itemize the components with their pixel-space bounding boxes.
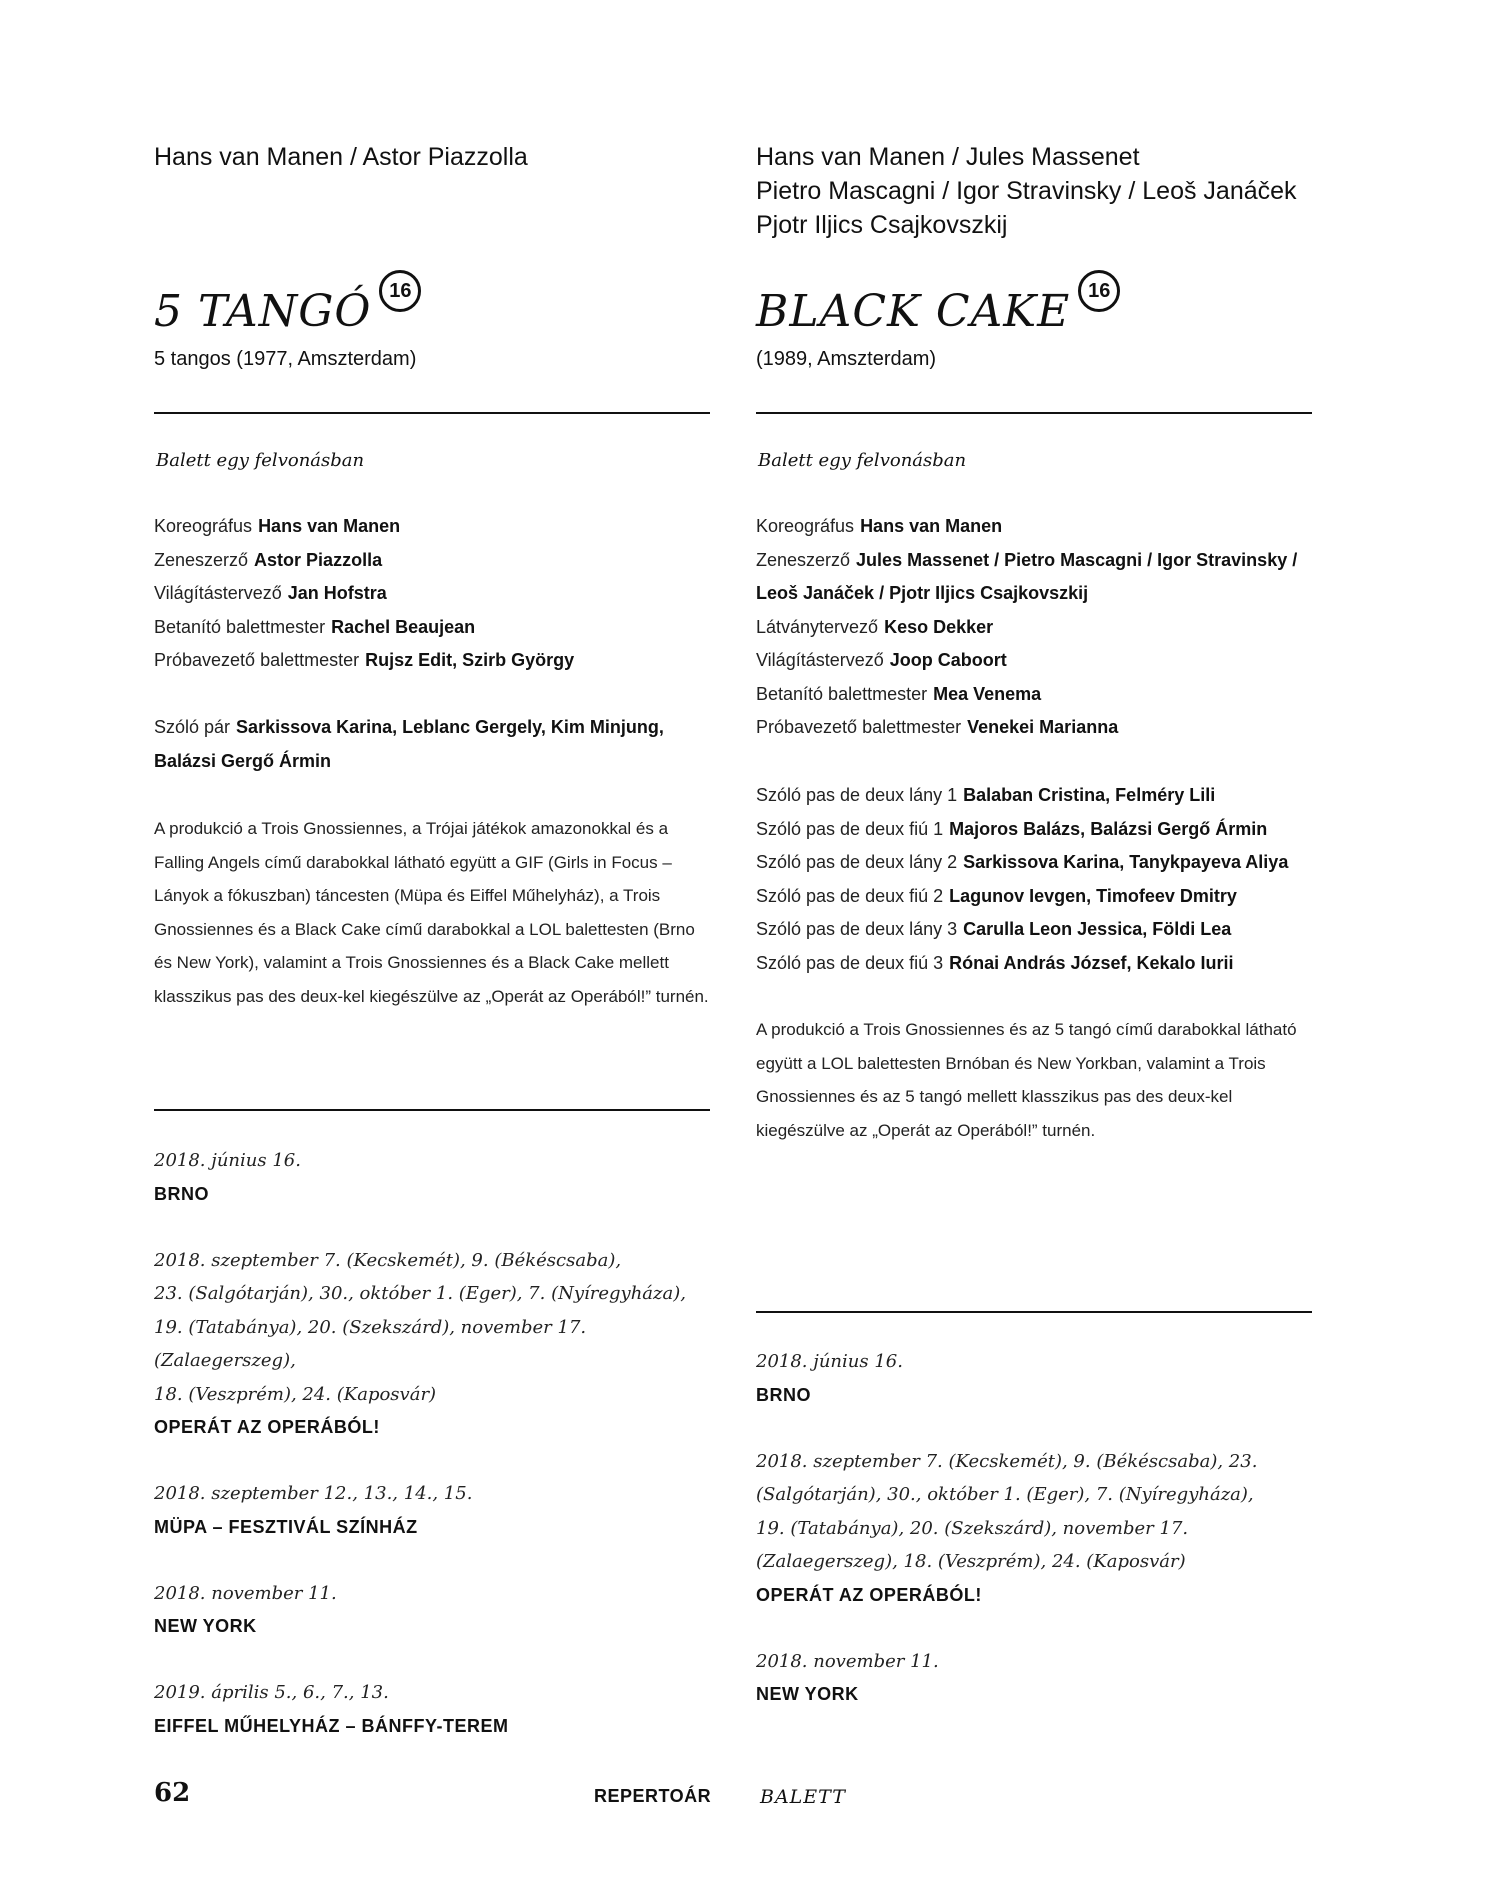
credit-value: Rujsz Edit, Szirb György — [365, 650, 575, 670]
subsection-label: BALETT — [760, 1786, 846, 1808]
credit-label: Zeneszerző — [756, 549, 851, 570]
performance-date: 2018. november 11. — [756, 1650, 939, 1672]
production-title: BLACK CAKE — [756, 286, 1071, 337]
performance-entry — [756, 1445, 1312, 1612]
credit-row — [756, 510, 1297, 544]
section-label: REPERTOÁR — [594, 1786, 712, 1806]
credit-label: Világítástervező — [756, 650, 884, 670]
credit-label: Koreográfus — [756, 516, 855, 536]
credit-row — [154, 711, 664, 745]
performance-entry — [154, 1676, 710, 1743]
credit-value: Venekei Marianna — [967, 717, 1119, 737]
credit-label: Szóló pas de deux fiú 1 — [756, 818, 944, 839]
credit-label: Világítástervező — [154, 583, 282, 603]
divider — [756, 1311, 1312, 1313]
performance-date: 2018. november 11. — [154, 1582, 337, 1604]
credit-value: Majoros Balázs, Balázsi Gergő Ármin — [949, 818, 1268, 839]
credit-row — [756, 913, 1288, 947]
left-soloists — [154, 711, 664, 778]
performance-date: (Zalaegerszeg), 18. (Veszprém), 24. (Kaposvár) — [756, 1551, 1186, 1572]
credit-value: Jules Massenet / Pietro Mascagni / Igor Stravinsky / — [856, 549, 1298, 570]
performance-list — [756, 1345, 1312, 1744]
right-title-row — [756, 279, 1120, 338]
performance-date: 19. (Tatabánya), 20. (Szekszárd), november 17. — [756, 1517, 1189, 1539]
performance-date: 23. (Salgótarján), 30., október 1. (Eger), 7. (Nyíregyháza), — [154, 1283, 687, 1304]
left-credits — [154, 510, 574, 678]
left-title-row — [154, 279, 421, 338]
right-credits — [756, 510, 1297, 745]
credit-value: Carulla Leon Jessica, Földi Lea — [963, 919, 1232, 939]
credit-label: Zeneszerző — [154, 549, 249, 570]
credit-row — [756, 846, 1288, 880]
credit-row — [154, 577, 574, 611]
right-authors — [756, 140, 1297, 242]
performance-entry — [756, 1645, 1312, 1712]
performance-entry — [154, 1244, 710, 1445]
performance-date: 2018. szeptember 7. (Kecskemét), 9. (Békéscsaba), — [154, 1249, 622, 1271]
genre-label: Balett egy felvonásban — [758, 450, 967, 471]
credit-row — [756, 544, 1297, 578]
right-soloists — [756, 779, 1288, 980]
production-note: A produkció a Trois Gnossiennes, a Trójai játékok amazonokkal és a Falling Angels című darabokkal látható együtt a GIF (Girls in Focus – Lányok a fókuszban) táncesten (Müpa és Eiffel Műhelyház), a Trois Gnossiennes és a Black Cake című darabokkal a LOL balettesten (Brno és New York), valamint a Trois Gnossiennes és a Black Cake mellett klasszikus pas des deux-kel kiegészülve az „Operát az Operából!” turnén. — [154, 819, 709, 1006]
production-subtitle: (1989, Amszterdam) — [756, 348, 937, 370]
credit-label: Szóló pas de deux lány 1 — [756, 785, 958, 805]
credit-value: Sarkissova Karina, Leblanc Gergely, Kim Minjung, — [236, 717, 664, 737]
credit-value: Keso Dekker — [884, 616, 994, 637]
performance-date: (Salgótarján), 30., október 1. (Eger), 7. (Nyíregyháza), — [756, 1484, 1254, 1505]
credit-value: Rachel Beaujean — [331, 616, 476, 637]
credit-label: Szóló pár — [154, 717, 231, 737]
performance-venue: BRNO — [154, 1183, 209, 1204]
performance-date: 2018. június 16. — [154, 1150, 301, 1171]
credit-row — [154, 644, 574, 678]
credit-value: Mea Venema — [933, 683, 1042, 704]
performance-entry — [154, 1577, 710, 1644]
credit-value: Astor Piazzolla — [254, 549, 383, 570]
performance-venue: OPERÁT AZ OPERÁBÓL! — [756, 1584, 982, 1605]
author-line: Pietro Mascagni / Igor Stravinsky / Leoš Janáček — [756, 177, 1297, 205]
credit-value: Leoš Janáček / Pjotr Iljics Csajkovszkij — [756, 583, 1089, 603]
performance-venue: EIFFEL MŰHELYHÁZ – BÁNFFY-TEREM — [154, 1715, 509, 1736]
credit-row — [154, 544, 574, 578]
production-title: 5 TANGÓ — [154, 286, 372, 337]
author-line: Pjotr Iljics Csajkovszkij — [756, 211, 1008, 239]
performance-venue: NEW YORK — [154, 1616, 257, 1636]
credit-row — [756, 813, 1288, 847]
performance-date: 19. (Tatabánya), 20. (Szekszárd), november 17. (Zalaegerszeg), — [154, 1316, 587, 1371]
divider — [154, 412, 710, 414]
genre-label: Balett egy felvonásban — [156, 450, 365, 471]
performance-venue: BRNO — [756, 1384, 811, 1405]
credit-row — [756, 644, 1297, 678]
age-rating-badge: 16 — [1078, 270, 1120, 312]
credit-label: Szóló pas de deux fiú 2 — [756, 885, 944, 906]
left-authors — [154, 140, 528, 174]
divider — [756, 412, 1312, 414]
page-number: 62 — [154, 1778, 191, 1808]
credit-label: Szóló pas de deux lány 2 — [756, 852, 958, 872]
credit-value: Rónai András József, Kekalo Iurii — [949, 952, 1234, 973]
credit-row — [756, 611, 1297, 645]
performance-venue: NEW YORK — [756, 1684, 859, 1704]
performance-entry — [154, 1144, 710, 1211]
credit-value: Balázsi Gergő Ármin — [154, 750, 332, 771]
credit-row — [756, 779, 1288, 813]
credit-row — [154, 611, 574, 645]
credit-label: Betanító balettmester — [154, 616, 326, 637]
performance-date: 2018. szeptember 12., 13., 14., 15. — [154, 1483, 473, 1504]
performance-venue: OPERÁT AZ OPERÁBÓL! — [154, 1417, 380, 1437]
credit-row — [154, 510, 574, 544]
credit-row — [756, 947, 1288, 981]
credit-label: Koreográfus — [154, 516, 253, 536]
credit-value: Hans van Manen — [258, 516, 401, 536]
performance-list — [154, 1144, 710, 1776]
divider — [154, 1109, 710, 1111]
credit-row — [756, 880, 1288, 914]
production-subtitle: 5 tangos (1977, Amszterdam) — [154, 348, 417, 370]
credit-value: Balaban Cristina, Felméry Lili — [963, 785, 1216, 805]
credit-row — [756, 711, 1297, 745]
performance-date: 2019. április 5., 6., 7., 13. — [154, 1682, 389, 1703]
credit-label: Szóló pas de deux fiú 3 — [756, 952, 944, 973]
performance-date: 2018. szeptember 7. (Kecskemét), 9. (Békéscsaba), 23. — [756, 1450, 1258, 1472]
credit-value: Joop Caboort — [889, 650, 1007, 670]
credit-value: Jan Hofstra — [287, 583, 387, 603]
credit-value: Lagunov Ievgen, Timofeev Dmitry — [949, 885, 1237, 906]
author-line: Hans van Manen / Astor Piazzolla — [154, 143, 528, 171]
author-line: Hans van Manen / Jules Massenet — [756, 143, 1140, 171]
performance-entry — [756, 1345, 1312, 1412]
credit-row — [756, 577, 1297, 611]
performance-date: 2018. június 16. — [756, 1351, 903, 1372]
credit-value: Hans van Manen — [860, 516, 1003, 536]
production-note: A produkció a Trois Gnossiennes és az 5 tangó című darabokkal látható együtt a LOL balettesten Brnóban és New Yorkban, valamint a Trois Gnossiennes és az 5 tangó mellett klasszikus pas des deux-kel kiegészülve az „Operát az Operából!” turnén. — [756, 1020, 1297, 1140]
credit-row — [154, 745, 664, 779]
credit-label: Betanító balettmester — [756, 683, 928, 704]
performance-date: 18. (Veszprém), 24. (Kaposvár) — [154, 1383, 437, 1405]
credit-label: Szóló pas de deux lány 3 — [756, 919, 958, 939]
age-rating-badge: 16 — [379, 270, 421, 312]
credit-row — [756, 678, 1297, 712]
performance-venue: MÜPA – FESZTIVÁL SZÍNHÁZ — [154, 1516, 418, 1537]
performance-entry — [154, 1477, 710, 1544]
credit-value: Sarkissova Karina, Tanykpayeva Aliya — [963, 852, 1289, 872]
credit-label: Próbavezető balettmester — [154, 650, 360, 670]
credit-label: Próbavezető balettmester — [756, 717, 962, 737]
credit-label: Látványtervező — [756, 616, 879, 637]
